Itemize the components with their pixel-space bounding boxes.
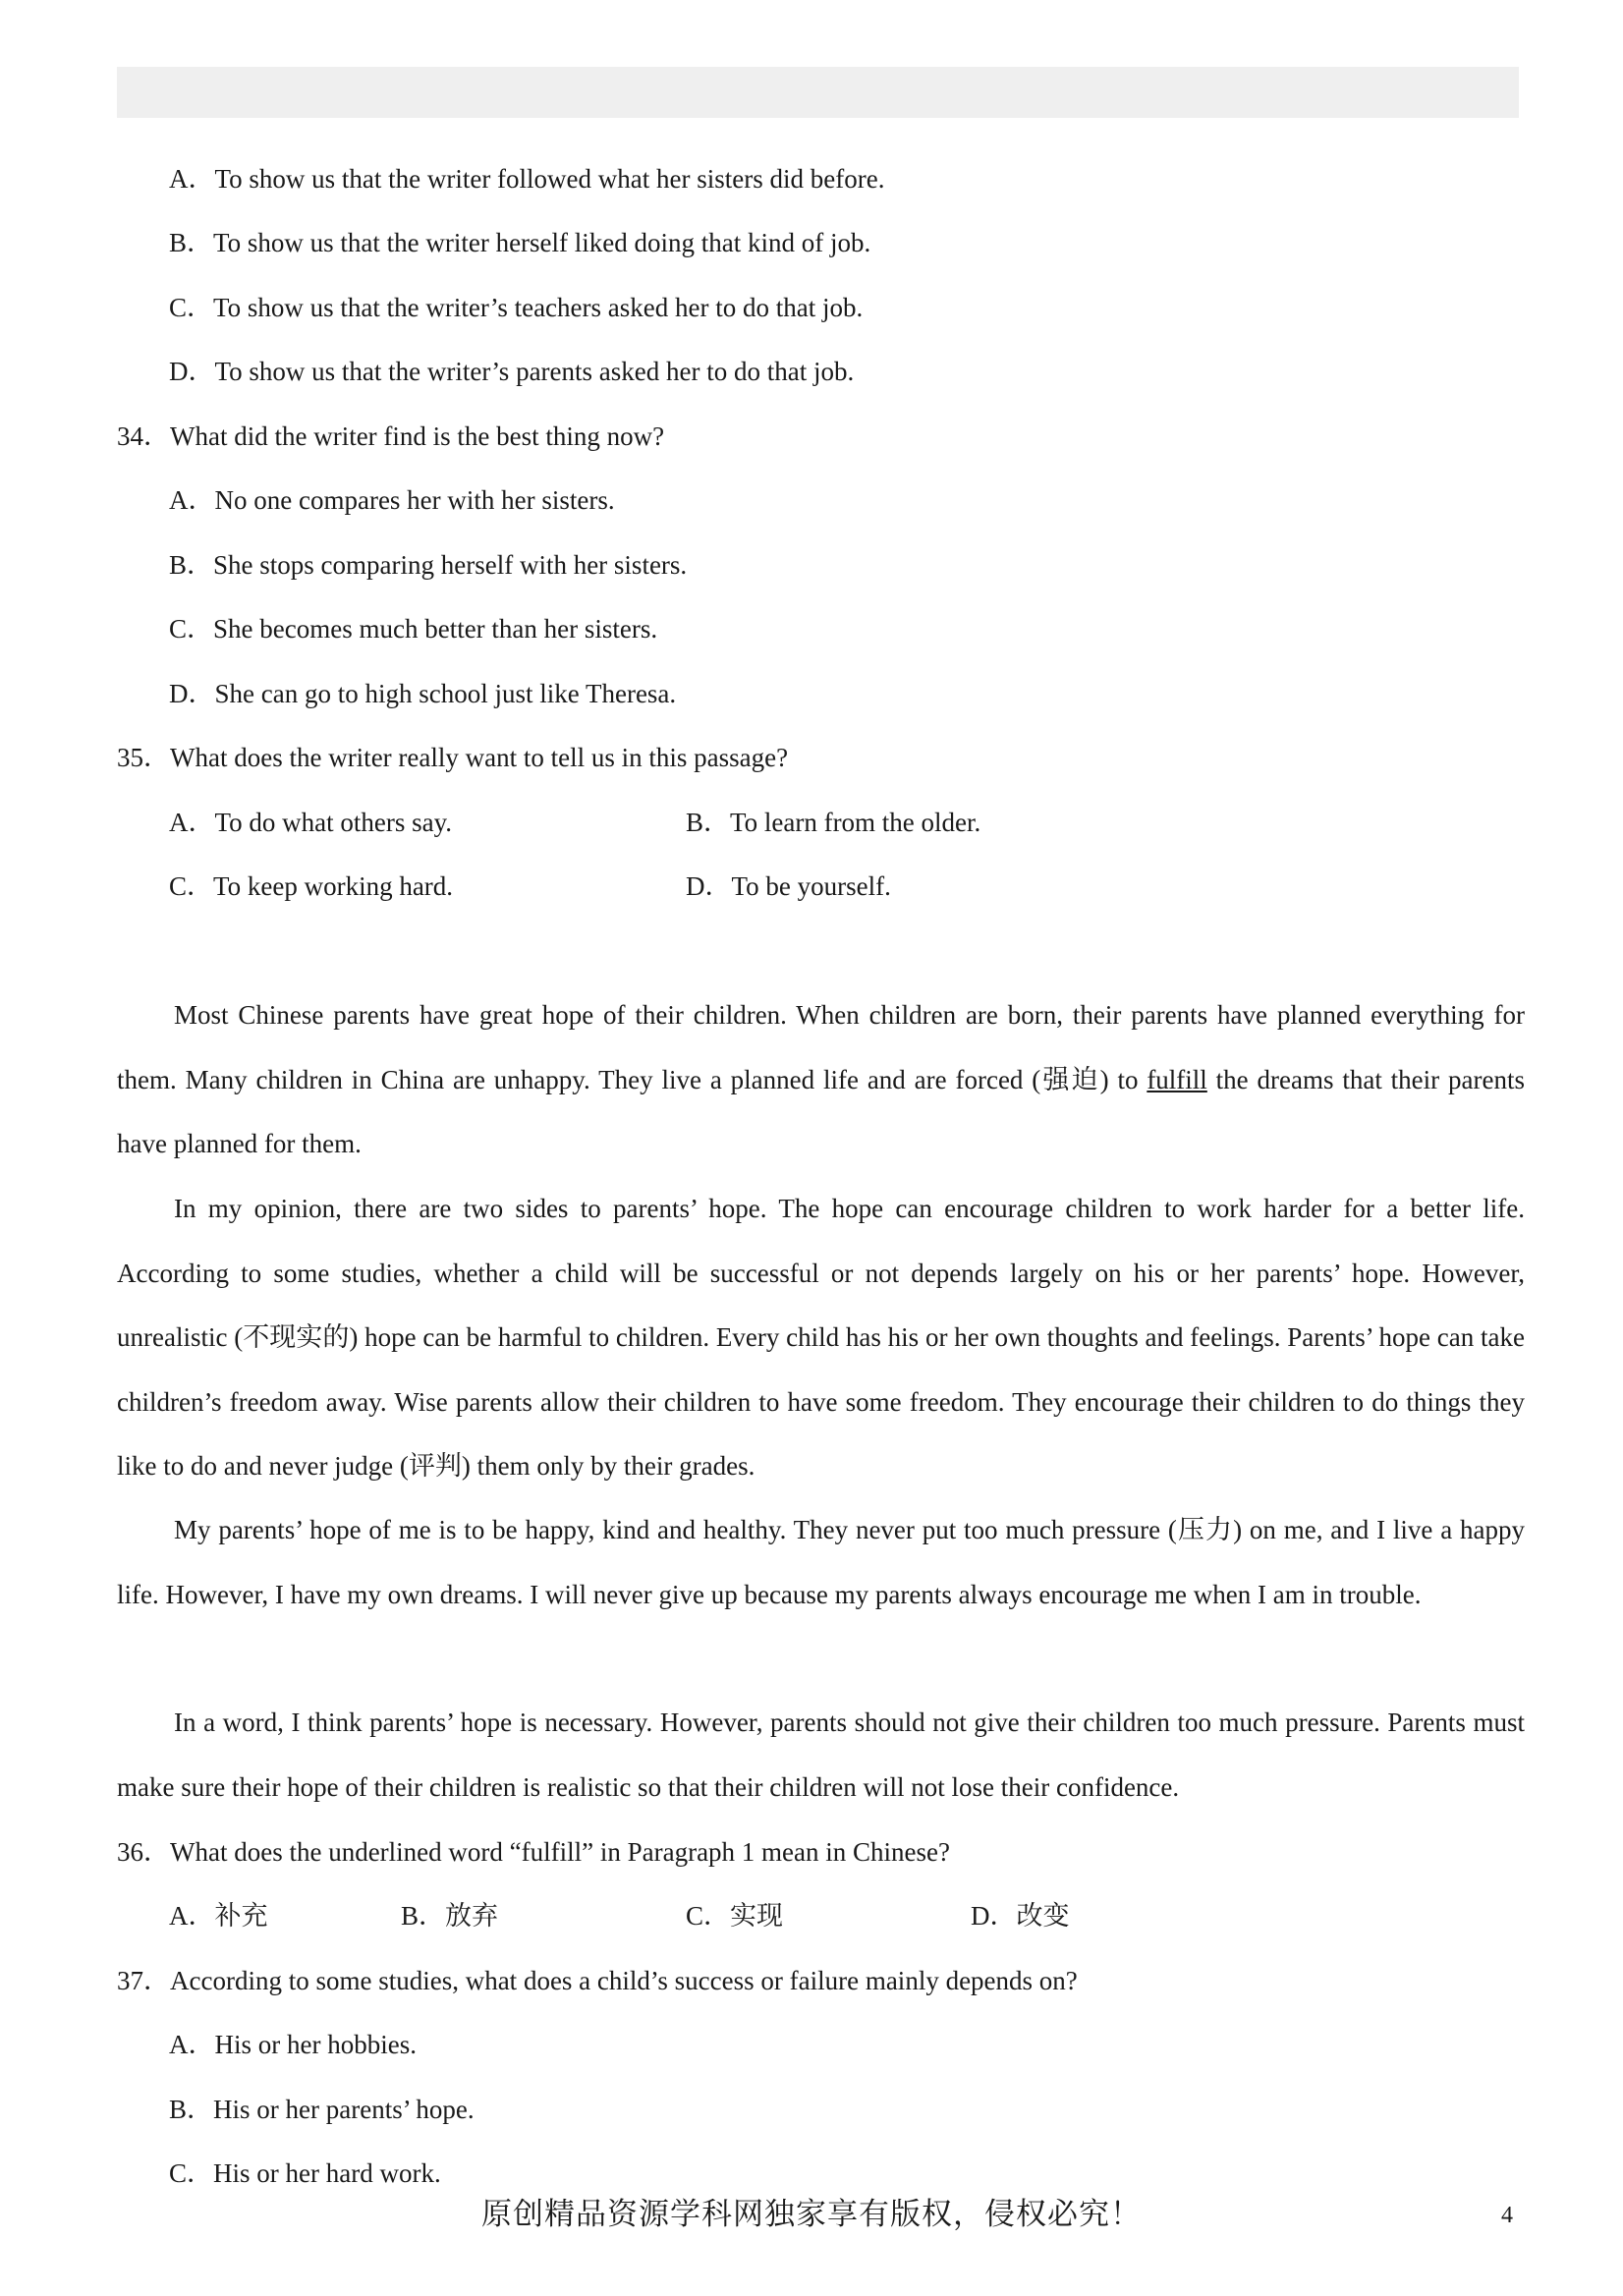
q35-option-d: D．To be yourself. xyxy=(686,871,891,901)
q35-option-b: B．To learn from the older. xyxy=(686,808,981,837)
q34-option-d: D．She can go to high school just like Theresa. xyxy=(169,679,677,708)
q34-question: 34．What did the writer find is the best thing now? xyxy=(117,421,665,451)
q36-option-a: A．补充 xyxy=(169,1901,268,1931)
passage-p3-text: My parents’ hope of me is to be happy, kind and healthy. They never put too much pressure (压力) on me, and I live a happy life. However, I have my own dreams. I will never give up because my parents always encourage me when I am in trouble. xyxy=(117,1515,1525,1609)
header-bar xyxy=(117,67,1519,118)
q33-option-c: C．To show us that the writer’s teachers asked her to do that job. xyxy=(169,293,864,322)
q34-option-b: B．She stops comparing herself with her sisters. xyxy=(169,550,688,580)
q36-option-c: C．实现 xyxy=(686,1901,784,1931)
underlined-word: fulfill xyxy=(1147,1064,1207,1094)
q34-option-c: C．She becomes much better than her sisters. xyxy=(169,614,658,644)
page-number: 4 xyxy=(1501,2203,1513,2228)
passage-paragraph-2 xyxy=(117,1177,1525,1499)
q36-question: 36．What does the underlined word “fulfill” in Paragraph 1 mean in Chinese? xyxy=(117,1837,950,1867)
q36-option-b: B．放弃 xyxy=(401,1901,499,1931)
q37-option-b: B．His or her parents’ hope. xyxy=(169,2095,475,2124)
q37-question: 37．According to some studies, what does a child’s success or failure mainly depends on? xyxy=(117,1966,1078,1995)
q35-option-a: A．To do what others say. xyxy=(169,808,453,837)
q33-option-a: A．To show us that the writer followed what her sisters did before. xyxy=(169,164,885,194)
q37-option-c: C．His or her hard work. xyxy=(169,2158,441,2188)
passage-p2-text: In my opinion, there are two sides to parents’ hope. The hope can encourage children to work harder for a better life. According to some studies, whether a child will be successful or not depends largely on his or her parents’ hope. However, unrealistic (不现实的) hope can be harmful to children. Every child has his or her own thoughts and feelings. Parents’ hope can take children’s freedom away. Wise parents allow their children to have some freedom. They encourage their children to do things they like to do and never judge (评判) them only by their grades. xyxy=(117,1194,1525,1481)
q37-option-a: A．His or her hobbies. xyxy=(169,2030,417,2059)
q36-option-d: D．改变 xyxy=(971,1901,1070,1931)
q35-option-c: C．To keep working hard. xyxy=(169,871,454,901)
q33-option-b: B．To show us that the writer herself liked doing that kind of job. xyxy=(169,228,871,257)
q35-question: 35．What does the writer really want to tell us in this passage? xyxy=(117,743,789,772)
passage-paragraph-4 xyxy=(117,1691,1525,1820)
passage-p1-text-a: Most Chinese parents have great hope of their children. When children are born, their parents have planned everything for them. Many children in China are unhappy. They live a planned life and are forced (强迫) to xyxy=(117,1000,1525,1094)
passage-paragraph-1 xyxy=(117,983,1525,1177)
passage-p1-text-b: the dreams that their parents have planned for them. xyxy=(117,1064,1525,1158)
passage-p4-text: In a word, I think parents’ hope is necessary. However, parents should not give their children too much pressure. Parents must make sure their hope of their children is realistic so that their children will not lose their confidence. xyxy=(117,1708,1525,1802)
passage-paragraph-3 xyxy=(117,1498,1525,1627)
copyright-notice: 原创精品资源学科网独家享有版权，侵权必究！ xyxy=(481,2197,1142,2232)
q33-option-d: D．To show us that the writer’s parents asked her to do that job. xyxy=(169,357,855,386)
q34-option-a: A．No one compares her with her sisters. xyxy=(169,485,615,515)
